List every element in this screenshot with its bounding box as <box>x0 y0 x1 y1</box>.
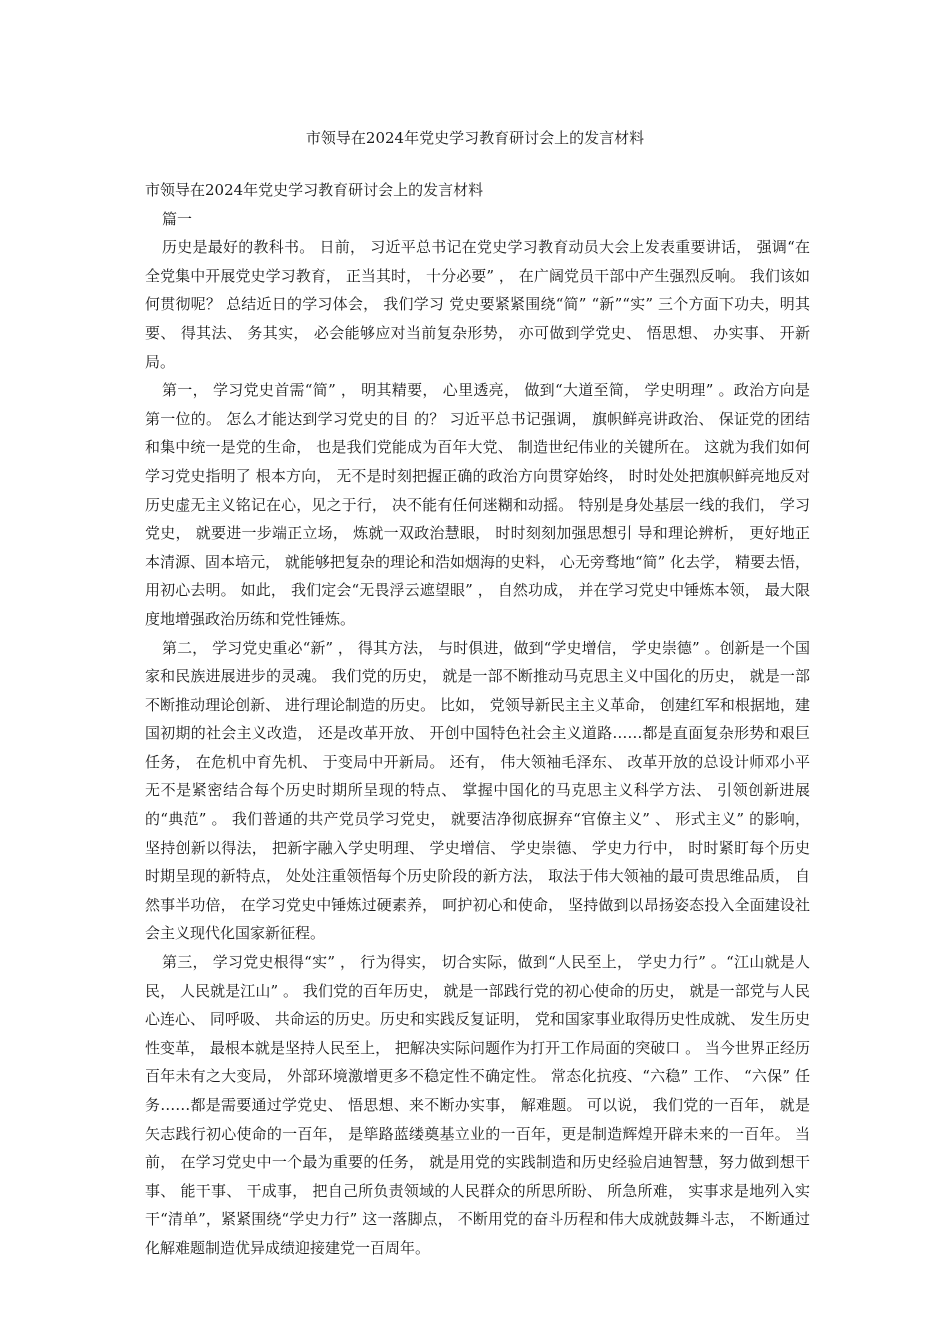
paragraph-second-point: 第二， 学习党史重必“新” ， 得其方法， 与时俱进，做到“学史增信， 学史崇德” 。创新是一个国家和民族进展进步的灵魂。 我们党的历史， 就是一部不断推动马克思主义中国化的历史， 就是一部不断推动理论创新、 进行理论制造的历史。 比如， 党领导新民主主义革命， 创建红军和根据地，建国初期的社会主义改造， 还是改革开放、 开创中国特色社会主义道路……都是直面复杂形势和艰巨任务， 在危机中育先机、 于变局中开新局。 还有， 伟大领袖毛泽东、 改革开放的总设计师邓小平无不是紧密结合每个历史时期所呈现的特点、 掌握中国化的马克思主义科学方法、 引领创新进展的“典范” 。 我们普通的共产党员学习党史， 就要洁净彻底摒弃“官僚主义” 、 形式主义” 的影响， 坚持创新以得法， 把新字融入学史明理、 学史增信、 学史崇德、 学史力行中， 时时紧盯每个历史时期呈现的新特点， 处处注重领悟每个历史阶段的新方法， 取法于伟大领袖的最可贵思维品质， 自然事半功倍， 在学习党史中锤炼过硬素养， 呵护初心和使命， 坚持做到以昂扬姿态投入全面建设社会主义现代化国家新征程。 <box>145 638 810 943</box>
document-subtitle: 市领导在2024年党史学习教育研讨会上的发言材料 <box>145 181 484 199</box>
paragraph-third-point: 第三， 学习党史根得“实” ， 行为得实， 切合实际，做到“人民至上， 学史力行” 。“江山就是人民， 人民就是江山” 。 我们党的百年历史， 就是一部践行党的初心使命的历史， 就是一部党与人民心连心、 同呼吸、 共命运的历史。历史和实践反复证明， 党和国家事业取得历史性成就、 发生历史性变革， 最根本就是坚持人民至上， 把解决实际问题作为打开工作局面的突破口 。 当今世界正经历百年未有之大变局， 外部环境激增更多不稳定性不确定性。 常态化抗疫、“六稳” 工作、 “六保” 任务……都是需要通过学党史、 悟思想、来不断办实事， 解难题。 可以说， 我们党的一百年， 就是矢志践行初心使命的一百年， 是筚路蓝缕奠基立业的一百年，更是制造辉煌开辟未来的一百年。 当前， 在学习党史中一个最为重要的任务， 就是用党的实践制造和历史经验启迪智慧，努力做到想干事、 能干事、 干成事， 把自己所负责领域的人民群众的所思所盼、 所急所难， 实事求是地列入实干“清单”，紧紧围绕“学史力行” 这一落脚点， 不断用党的奋斗历程和伟大成就鼓舞斗志， 不断通过化解难题制造优异成绩迎接建党一百周年。 <box>145 953 810 1257</box>
document-body <box>145 176 810 1263</box>
paragraph-first-point: 第一， 学习党史首需“简” ， 明其精要， 心里透亮， 做到“大道至简， 学史明理” 。政治方向是第一位的。 怎么才能达到学习党史的目 的？ 习近平总书记强调， 旗帜鲜亮讲政治、 保证党的团结和集中统一是党的生命， 也是我们党能成为百年大党、 制造世纪伟业的关键所在。 这就为我们如何学习党史指明了 根本方向， 无不是时刻把握正确的政治方向贯穿始终， 时时处处把旗帜鲜亮地反对历史虚无主义铭记在心，见之于行， 决不能有任何迷糊和动摇。 特别是身处基层一线的我们， 学习党史， 就要进一步端正立场， 炼就一双政治慧眼， 时时刻刻加强思想引 导和理论辨析， 更好地正本清源、固本培元， 就能够把复杂的理论和浩如烟海的史料， 心无旁骛地“简” 化去学， 精要去悟， 用初心去明。 如此， 我们定会“无畏浮云遮望眼” ， 自然功成， 并在学习党史中锤炼本领， 最大限度地增强政治历练和党性锤炼。 <box>145 381 810 628</box>
section-label: 篇一 <box>162 209 193 228</box>
document-title: 市领导在2024年党史学习教育研讨会上的发言材料 <box>305 129 645 147</box>
paragraph-intro: 历史是最好的教科书。 日前， 习近平总书记在党史学习教育动员大会上发表重要讲话， 强调“在全党集中开展党史学习教育， 正当其时， 十分必要” ， 在广阔党员干部中产生强烈反响。 我们该如何贯彻呢？ 总结近日的学习体会， 我们学习 党史要紧紧围绕“简” “新”“实” 三个方面下功夫，明其要、 得其法、 务其实， 必会能够应对当前复杂形势， 亦可做到学党史、 悟思想、 办实事、 开新局。 <box>145 238 810 371</box>
